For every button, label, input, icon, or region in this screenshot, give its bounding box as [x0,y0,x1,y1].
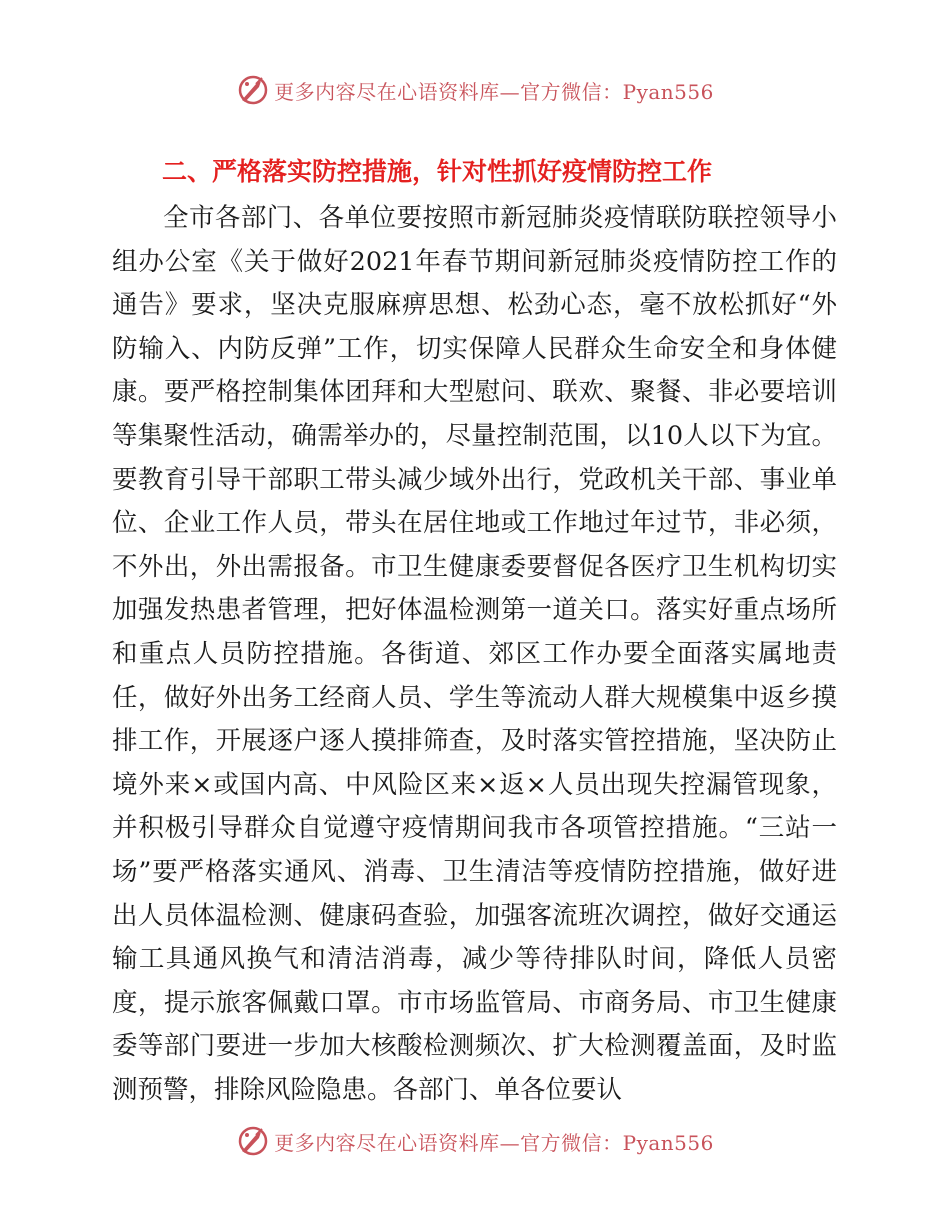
pen-logo-icon [236,1124,270,1158]
section-heading: 二、严格落实防控措施，针对性抓好疫情防控工作 [162,157,713,186]
header-watermark-banner [0,72,950,108]
body-paragraph: 全市各部门、各单位要按照市新冠肺炎疫情联防联控领导小组办公室《关于做好2021年春节期间新冠肺炎疫情防控工作的通告》要求，坚决克服麻痹思想、松劲心态，毫不放松抓好“外防输入、内防反弹”工作，切实保障人民群众生命安全和身体健康。要严格控制集体团拜和大型慰问、联欢、聚餐、非必要培训等集聚性活动，确需举办的，尽量控制范围，以10人以下为宜。要教育引导干部职工带头减少域外出行，党政机关干部、事业单位、企业工作人员，带头在居住地或工作地过年过节，非必须，不外出，外出需报备。市卫生健康委要督促各医疗卫生机构切实加强发热患者管理，把好体温检测第一道关口。落实好重点场所和重点人员防控措施。各街道、郊区工作办要全面落实属地责任，做好外出务工经商人员、学生等流动人群大规模集中返乡摸排工作，开展逐户逐人摸排筛查，及时落实管控措施，坚决防止境外来×或国内高、中风险区来×返×人员出现失控漏管现象，并积极引导群众自觉遵守疫情期间我市各项管控措施。“三站一场”要严格落实通风、消毒、卫生清洁等疫情防控措施，做好进出人员体温检测、健康码查验，加强客流班次调控，做好交通运输工具通风换气和清洁消毒，减少等待排队时间，降低人员密度，提示旅客佩戴口罩。市市场监管局、市商务局、市卫生健康委等部门要进一步加大核酸检测频次、扩大检测覆盖面，及时监测预警，排除风险隐患。各部门、单各位要认 [112,203,837,1105]
footer-watermark-text: 更多内容尽在心语资料库—官方微信：Pyan556 [274,1130,714,1155]
pen-logo-icon [236,73,270,107]
footer-watermark-banner [0,1123,950,1159]
header-watermark-text: 更多内容尽在心语资料库—官方微信：Pyan556 [274,79,714,104]
